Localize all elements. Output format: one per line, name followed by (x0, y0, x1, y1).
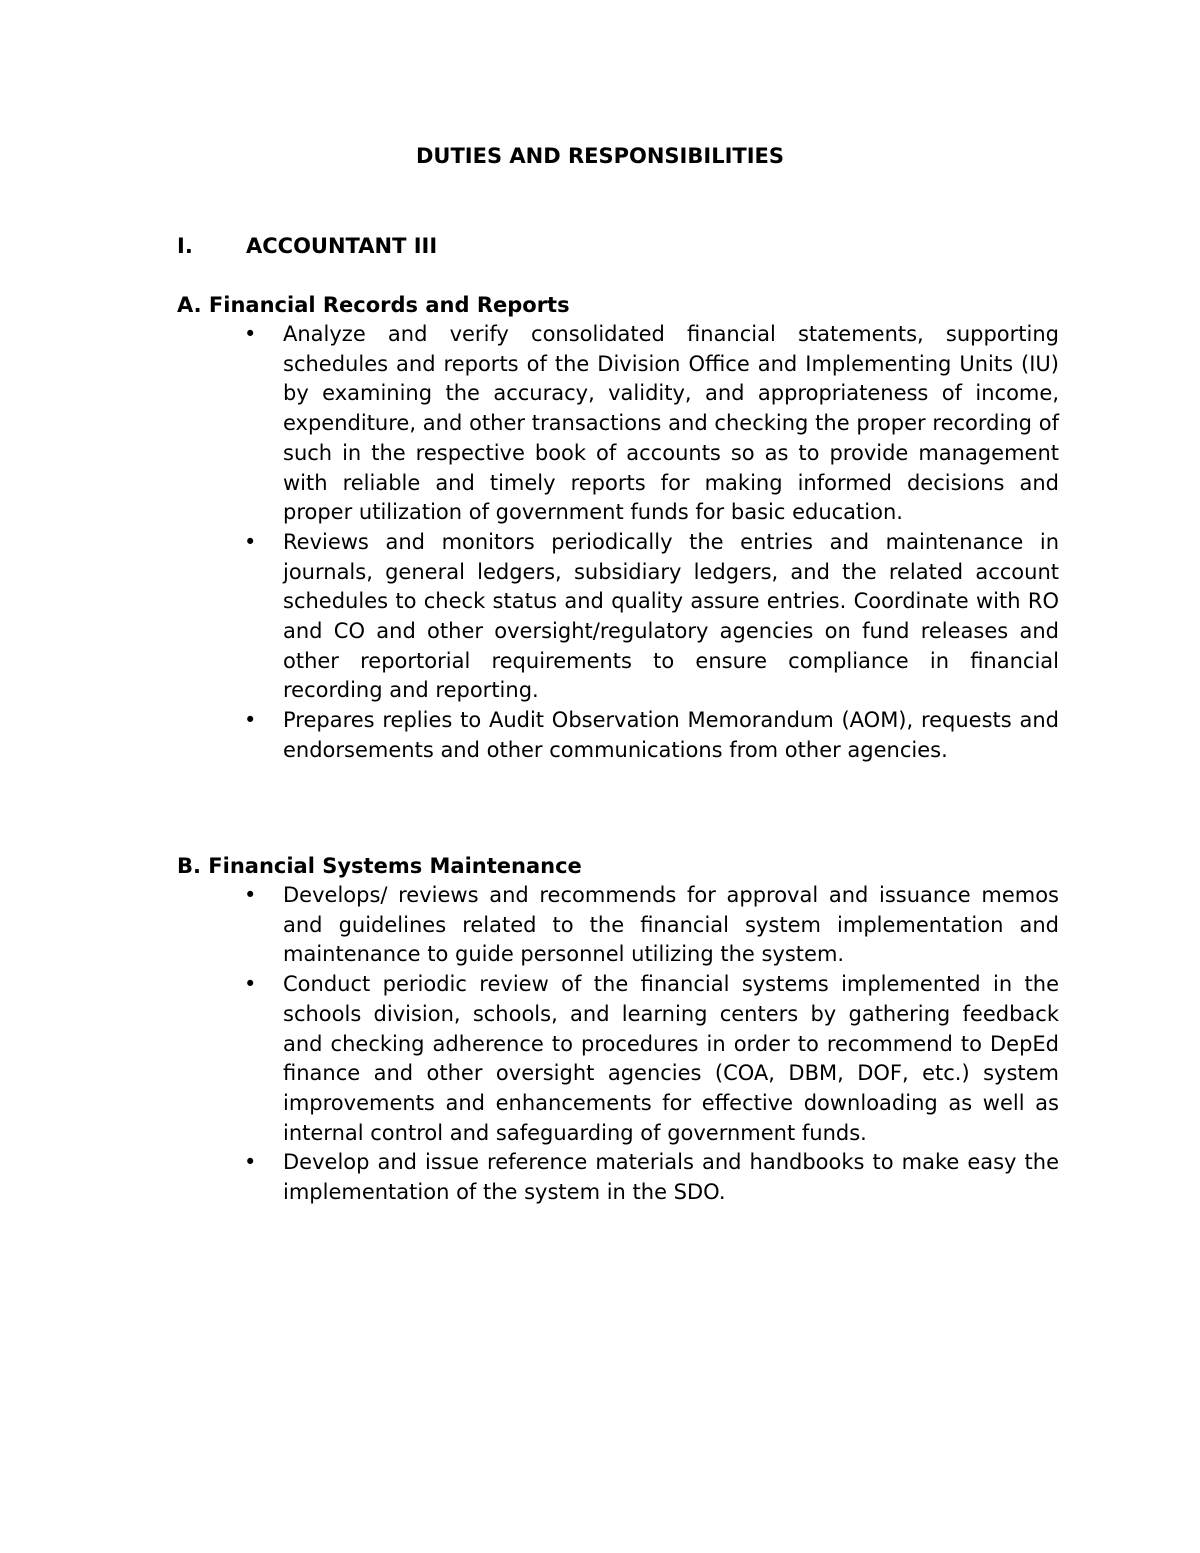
list-item (177, 881, 1059, 970)
list-item (177, 320, 1059, 528)
bullet-icon: • (244, 972, 257, 997)
list-item-text: Develops/ reviews and recommends for approval and issuance memos and guidelines related to the financial system implementation and maintenance to guide personnel utilizing the system. (283, 883, 1059, 967)
bullet-icon: • (244, 708, 257, 733)
section-financial-systems (177, 852, 1059, 1208)
list-item (177, 970, 1059, 1148)
list-item (177, 528, 1059, 706)
section-title: A. Financial Records and Reports (177, 293, 570, 317)
list-item-text: Conduct periodic review of the financial systems implemented in the schools division, schools, and learning centers by gathering feedback and checking adherence to procedures in order to recommend to DepEd finance and other oversight agencies (COA, DBM, DOF, etc.) system improvements and enhancements for effective downloading as well as internal control and safeguarding of government funds. (283, 972, 1059, 1145)
bullet-icon: • (244, 883, 257, 907)
section-title: B. Financial Systems Maintenance (177, 854, 582, 878)
role-heading (177, 232, 437, 260)
list-item-text: Develop and issue reference materials and handbooks to make easy the implementation of the system in the SDO. (283, 1150, 1059, 1205)
bullet-icon: • (244, 322, 257, 346)
list-item-text: Prepares replies to Audit Observation Memorandum (AOM), requests and endorsements and other communications from other agencies. (283, 708, 1059, 762)
bullet-list (177, 320, 1059, 766)
role-numeral: I. (177, 234, 193, 258)
section-financial-records (177, 291, 1059, 766)
bullet-icon: • (244, 529, 257, 554)
bullet-icon: • (244, 1150, 257, 1175)
list-item-text: Reviews and monitors periodically the entries and maintenance in journals, general ledgers, subsidiary ledgers, and the related account schedules to check status and quality assure entries. Coordinate with RO and CO and other oversight/regulatory agencies on fund releases and other reportorial requirements to ensure compliance in financial recording and reporting. (283, 529, 1059, 703)
list-item (177, 706, 1059, 765)
role-name: ACCOUNTANT III (246, 234, 438, 258)
document-title: DUTIES AND RESPONSIBILITIES (416, 144, 784, 168)
list-item-text: Analyze and verify consolidated financial statements, supporting schedules and reports of the Division Office and Implementing Units (IU) by examining the accuracy, validity, and appropriateness of income, expenditure, and other transactions and checking the proper recording of such in the respective book of accounts so as to provide management with reliable and timely reports for making informed decisions and proper utilization of government funds for basic education. (283, 322, 1059, 525)
list-item (177, 1148, 1059, 1207)
bullet-list (177, 881, 1059, 1208)
